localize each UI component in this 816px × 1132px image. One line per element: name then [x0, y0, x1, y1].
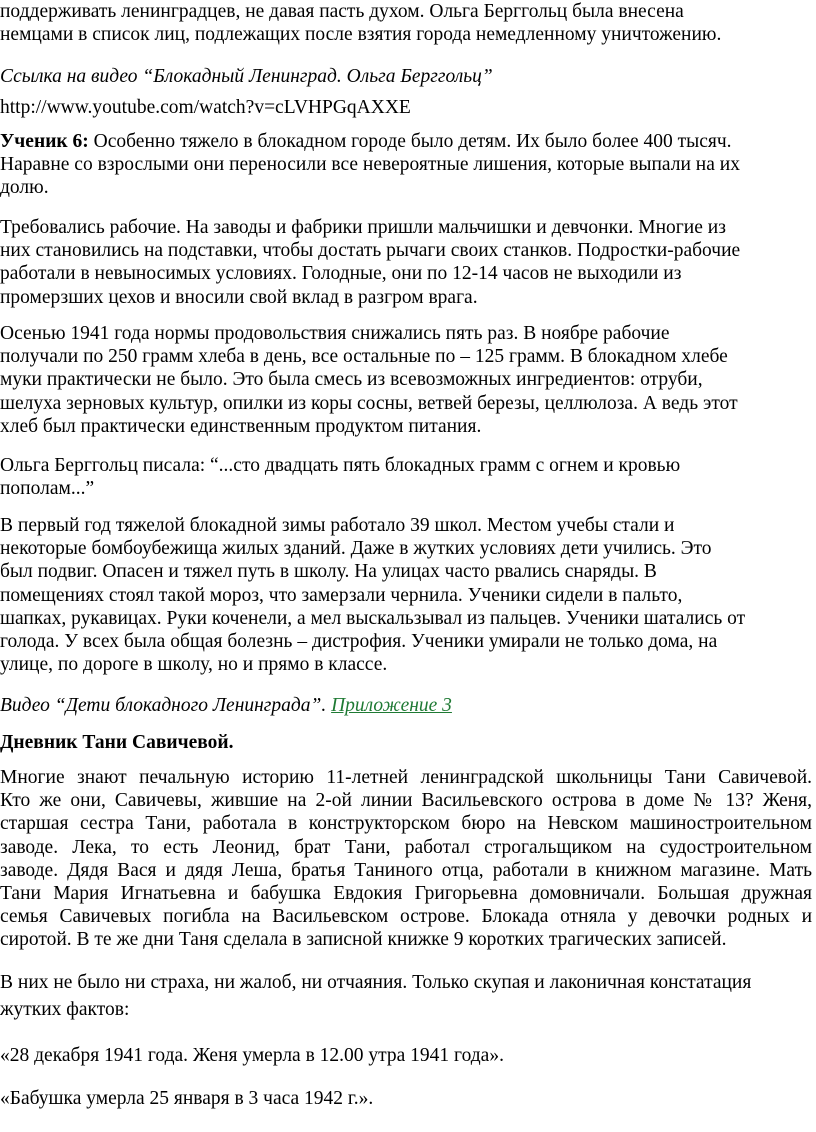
text-line: заводе. Дядя Вася и дядя Леша, братья Таниного отца, работали в книжном магазине. Мать [0, 859, 813, 881]
text-line [0, 130, 812, 153]
text-line: заводе. Лека, то есть Леонид, брат Тани, работал строгальщиком на судостроительном [0, 836, 813, 858]
text-line: семья Савичевых погибла на Васильевском острове. Блокада отняла у девочки родных и [0, 906, 813, 928]
text-line: немцами в список лиц, подлежащих после взятия города немедленному уничтожению. [0, 24, 722, 46]
text-line: шелуха зерновых культур, опилки из коры сосны, ветвей березы, целлюлоза. А ведь этот [0, 392, 738, 414]
text-line: Многие знают печальную историю 11-летней ленинградской школьницы Тани Савичевой. [0, 767, 813, 788]
video-reference-2 [0, 694, 816, 717]
text-line: некоторые бомбоубежища жилых зданий. Даже в жутких условиях дети учились. Это [0, 538, 712, 560]
text-line: шапках, рукавицах. Руки коченели, а мел выскальзывал из пальцев. Ученики шатались от [0, 607, 746, 629]
video-title: Видео “Дети блокадного Ленинграда”. [0, 695, 332, 716]
text-line: пополам...” [0, 478, 95, 500]
text-line: получали по 250 грамм хлеба в день, все остальные по – 125 грамм. В блокадном хлебе [0, 346, 728, 368]
speaker-label: Ученик 6: [0, 131, 89, 152]
paragraph-bergholts-quote [0, 454, 816, 500]
paragraph-workers [0, 216, 816, 309]
diary-quote-2 [0, 1087, 816, 1110]
video-title: Ссылка на видео “Блокадный Ленинград. Ольга Берггольц” [0, 66, 493, 87]
text-line: сиротой. В те же дни Таня сделала в записной книжке 9 коротких трагических записей. [0, 929, 727, 951]
text-line: помещениях стоял такой мороз, что замерзали чернила. Ученики сидели в пальто, [0, 584, 683, 606]
paragraph-rations [0, 322, 816, 438]
text-line: них становились на подставки, чтобы достать рычаги своих станков. Подростки-рабочие [0, 240, 741, 262]
paragraph-student-6 [0, 130, 816, 200]
text-line: Ольга Берггольц писала: “...сто двадцать пять блокадных грамм с огнем и кровью [0, 455, 681, 476]
text-line: Наравне со взрослыми они переносили все невероятные лишения, которые выпали на их [0, 154, 740, 176]
paragraph-bergholts-intro [0, 0, 816, 46]
text-segment: Особенно тяжело в блокадном городе было детям. Их было более 400 тысяч. [88, 131, 732, 152]
text-line: голода. У всех была общая болезнь – дистрофия. Ученики умирали не только дома, на [0, 630, 718, 652]
text-line: Тани Мария Игнатьевна и бабушка Евдокия Григорьевна домовничали. Большая дружная [0, 882, 813, 904]
video-reference-1 [0, 65, 816, 88]
text-line: муки практически не было. Это была смесь из всевозможных ингредиентов: отруби, [0, 369, 703, 391]
paragraph-schools [0, 514, 816, 676]
text-line: В них не было ни страха, ни жалоб, ни отчаяния. Только скупая и лаконичная констатация [0, 972, 752, 993]
video-url-block [0, 96, 816, 119]
paragraph-savichev-family [0, 766, 816, 952]
text-line: долю. [0, 177, 49, 199]
text-line: промерзших цехов и вносили свой вклад в разгром врага. [0, 286, 478, 308]
text-line: поддерживать ленинградцев, не давая пасть духом. Ольга Берггольц была внесена [0, 1, 684, 22]
text-line: Требовались рабочие. На заводы и фабрики пришли мальчишки и девчонки. Многие из [0, 217, 726, 238]
text-line: был подвиг. Опасен и тяжел путь в школу. На улицах часто рвались снаряды. В [0, 561, 657, 583]
quote-text: «Бабушка умерла 25 января в 3 часа 1942 г.». [0, 1088, 374, 1109]
section-heading [0, 731, 816, 754]
text-line: хлеб был практически единственным продуктом питания. [0, 415, 482, 437]
diary-quote-1 [0, 1044, 816, 1067]
text-line: старшая сестра Тани, работала в конструкторском бюро на Невском машиностроительном [0, 813, 813, 835]
quote-text: «28 декабря 1941 года. Женя умерла в 12.00 утра 1941 года». [0, 1045, 504, 1066]
text-line: работали в невыносимых условиях. Голодные, они по 12-14 часов не выходили из [0, 263, 682, 285]
text-line: улице, по дороге в школу, но и прямо в классе. [0, 654, 388, 676]
appendix-link[interactable]: Приложение 3 [331, 695, 452, 716]
video-url[interactable]: http://www.youtube.com/watch?v=cLVHPGqAXXE [0, 97, 411, 118]
heading-text: Дневник Тани Савичевой. [0, 732, 234, 753]
text-line [0, 694, 812, 717]
text-line: Осенью 1941 года нормы продовольствия снижались пять раз. В ноябре рабочие [0, 323, 670, 344]
text-line: жутких фактов: [0, 999, 130, 1020]
text-line: В первый год тяжелой блокадной зимы работало 39 школ. Местом учебы стали и [0, 515, 675, 536]
paragraph-diary-intro [0, 971, 816, 1021]
text-line: Кто же они, Савичевы, жившие на 2-ой линии Васильевского острова в доме № 13? Женя, [0, 790, 813, 812]
